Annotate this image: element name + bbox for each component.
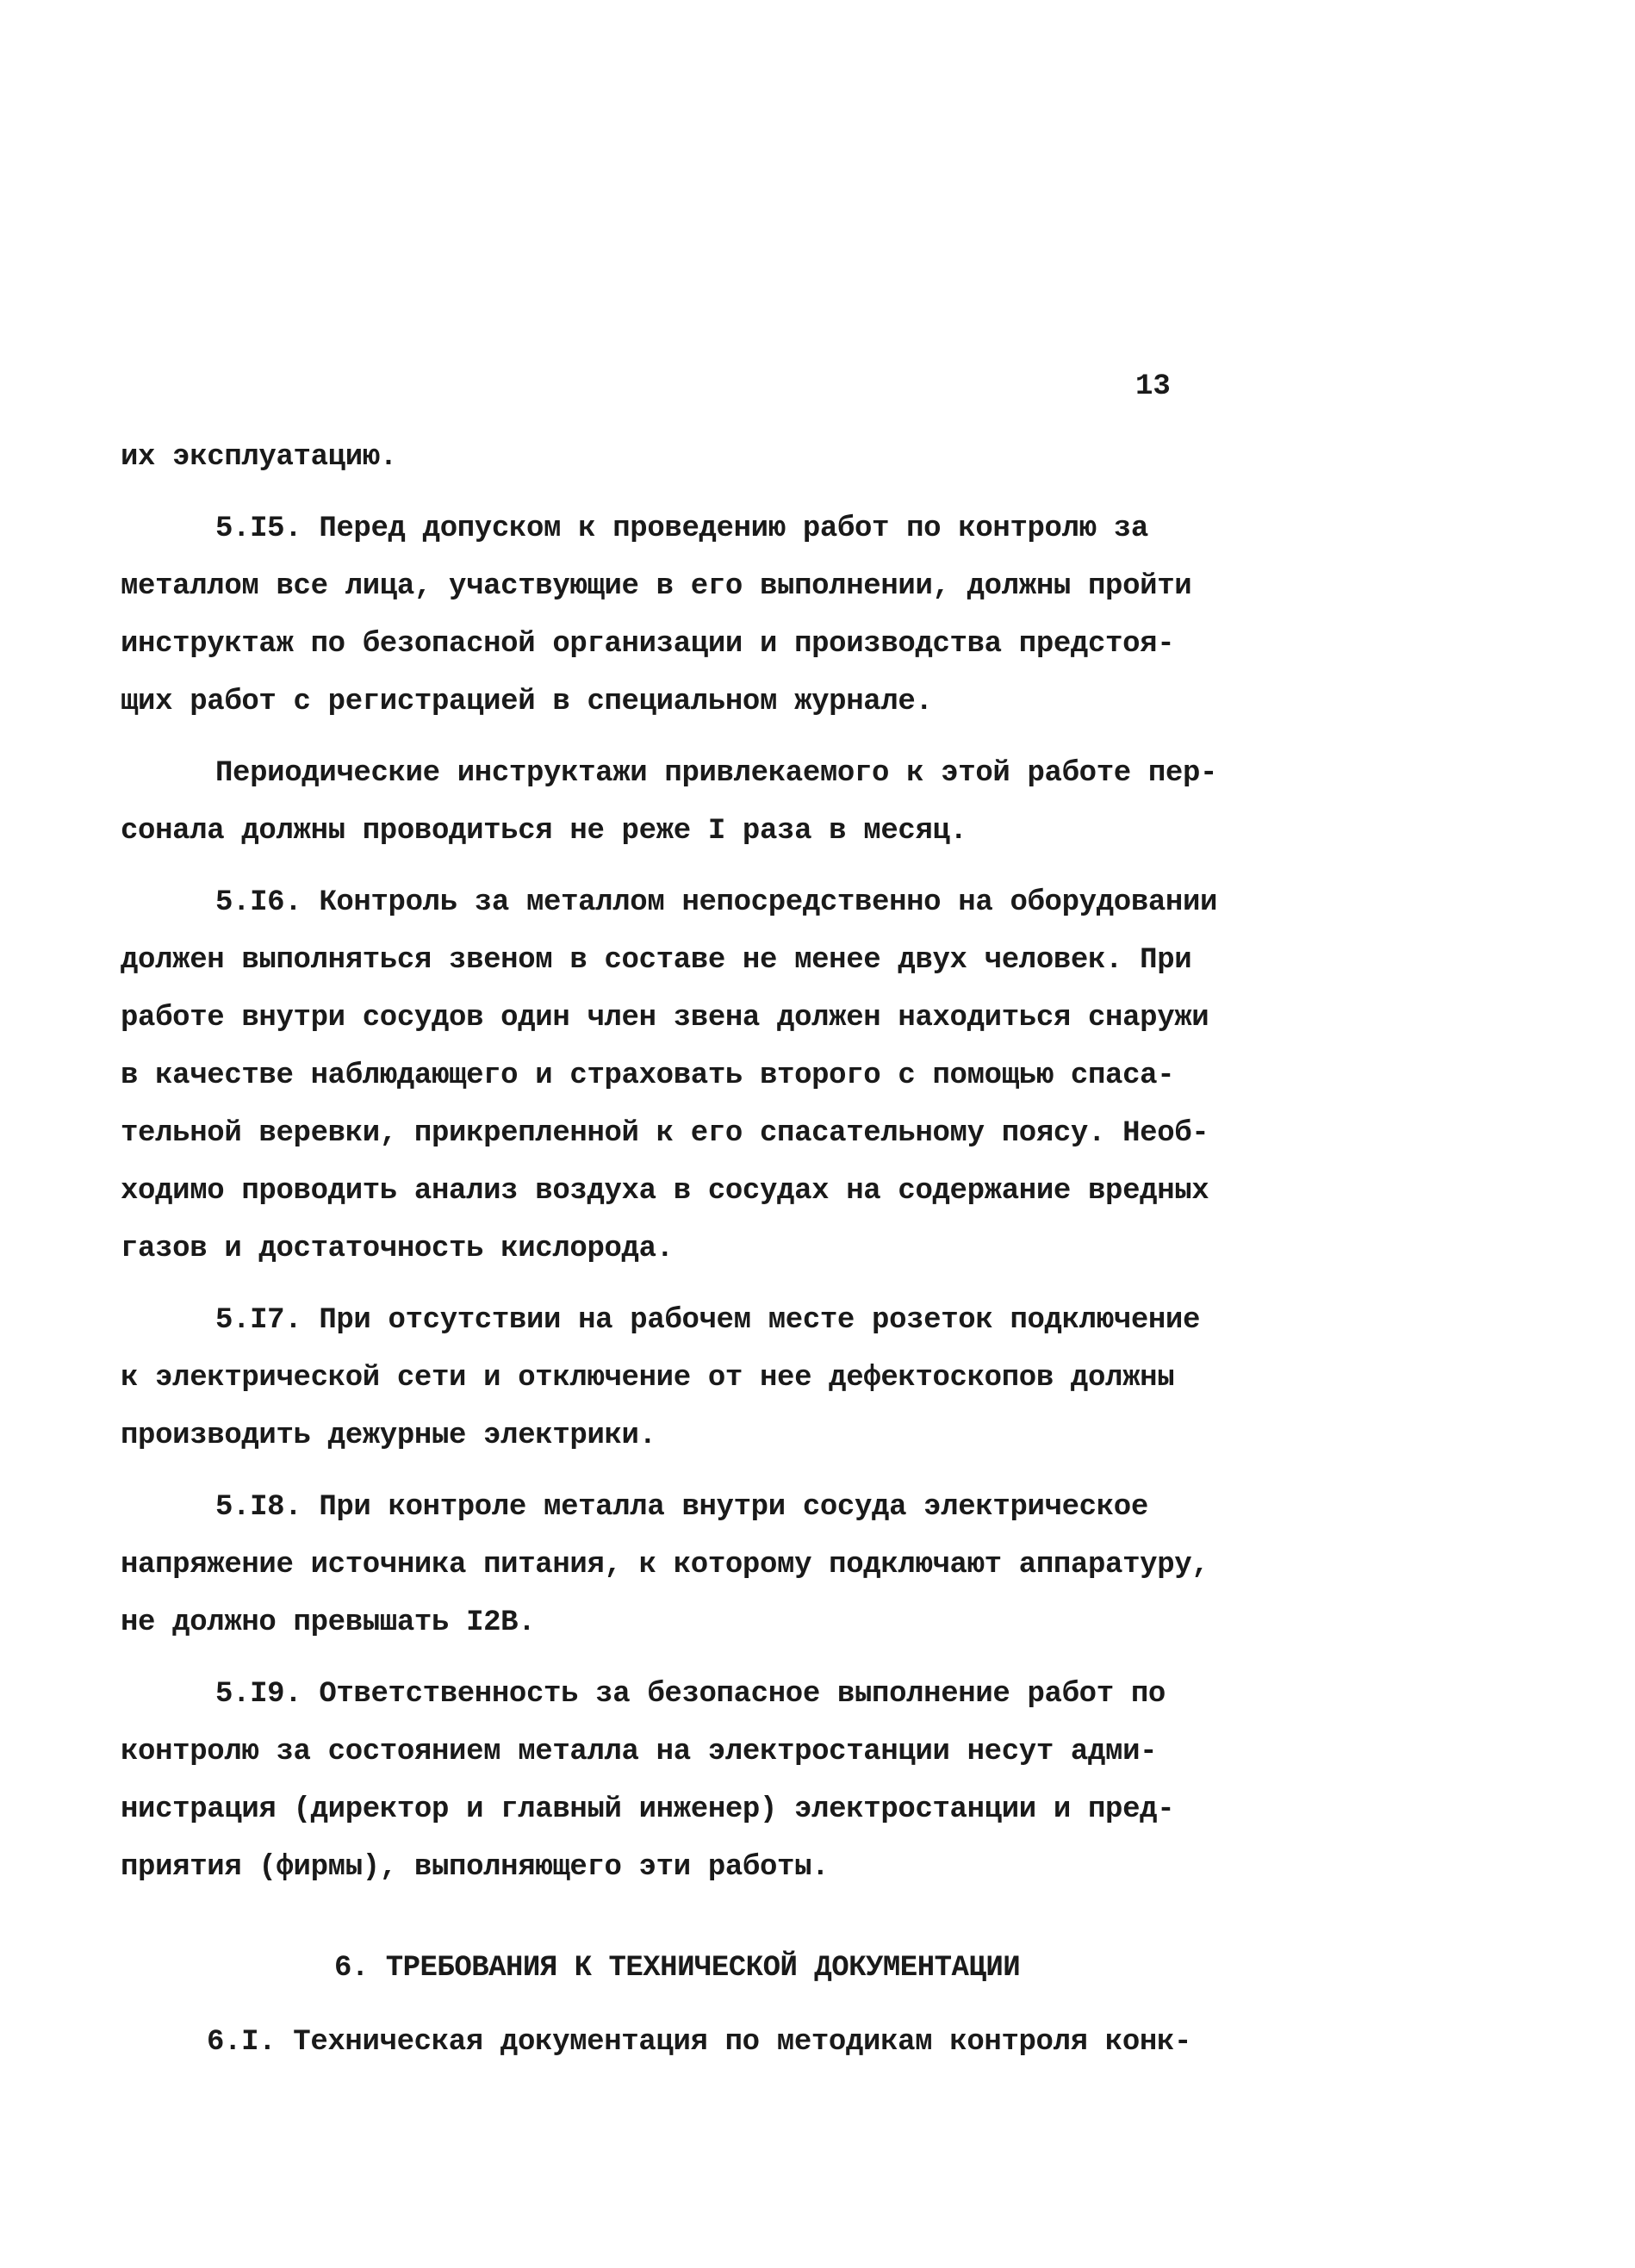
text-line: приятия (фирмы), выполняющего эти работы. xyxy=(121,1851,830,1884)
text-line: 5.I7. При отсутствии на рабочем месте розеток подключение xyxy=(215,1304,1201,1337)
text-line: нистрация (директор и главный инженер) электростанции и пред- xyxy=(121,1793,1175,1826)
text-line: производить дежурные электрики. xyxy=(121,1420,656,1452)
text-line: щих работ с регистрацией в специальном журнале. xyxy=(121,686,933,718)
text-line: контролю за состоянием металла на электростанции несут адми- xyxy=(121,1736,1158,1768)
text-line: 5.I9. Ответственность за безопасное выполнение работ по xyxy=(215,1678,1166,1711)
text-line: напряжение источника питания, к которому подключают аппаратуру, xyxy=(121,1549,1209,1581)
text-line: к электрической сети и отключение от нее дефектоскопов должны xyxy=(121,1362,1175,1395)
body-text xyxy=(121,429,1218,1897)
text-line: инструктаж по безопасной организации и производства предстоя- xyxy=(121,628,1175,661)
text-line: газов и достаточность кислорода. xyxy=(121,1233,674,1265)
text-line: 5.I6. Контроль за металлом непосредственно на оборудовании xyxy=(215,886,1218,919)
text-line: сонала должны проводиться не реже I раза в месяц. xyxy=(121,815,967,848)
page-number: 13 xyxy=(1135,370,1171,403)
section-heading: 6. ТРЕБОВАНИЯ К ТЕХНИЧЕСКОЙ ДОКУМЕНТАЦИИ xyxy=(334,1952,1021,1985)
text-line: не должно превышать I2В. xyxy=(121,1606,536,1639)
text-line: работе внутри сосудов один член звена должен находиться снаружи xyxy=(121,1002,1209,1035)
text-line: Периодические инструктажи привлекаемого к этой работе пер- xyxy=(215,757,1218,790)
text-line: 5.I5. Перед допуском к проведению работ по контролю за xyxy=(215,513,1148,545)
text-line: тельной веревки, прикрепленной к его спасательному поясу. Необ- xyxy=(121,1117,1209,1150)
text-line: ходимо проводить анализ воздуха в сосудах на содержание вредных xyxy=(121,1175,1209,1208)
text-line: металлом все лица, участвующие в его выполнении, должны пройти xyxy=(121,570,1192,603)
text-line: должен выполняться звеном в составе не менее двух человек. При xyxy=(121,944,1192,977)
text-line: 5.I8. При контроле металла внутри сосуда электрическое xyxy=(215,1491,1148,1524)
text-line: их эксплуатацию. xyxy=(121,441,397,474)
text-line: 6.I. Техническая документация по методикам контроля конк- xyxy=(207,2026,1192,2059)
text-line: в качестве наблюдающего и страховать второго с помощью спаса- xyxy=(121,1059,1175,1092)
